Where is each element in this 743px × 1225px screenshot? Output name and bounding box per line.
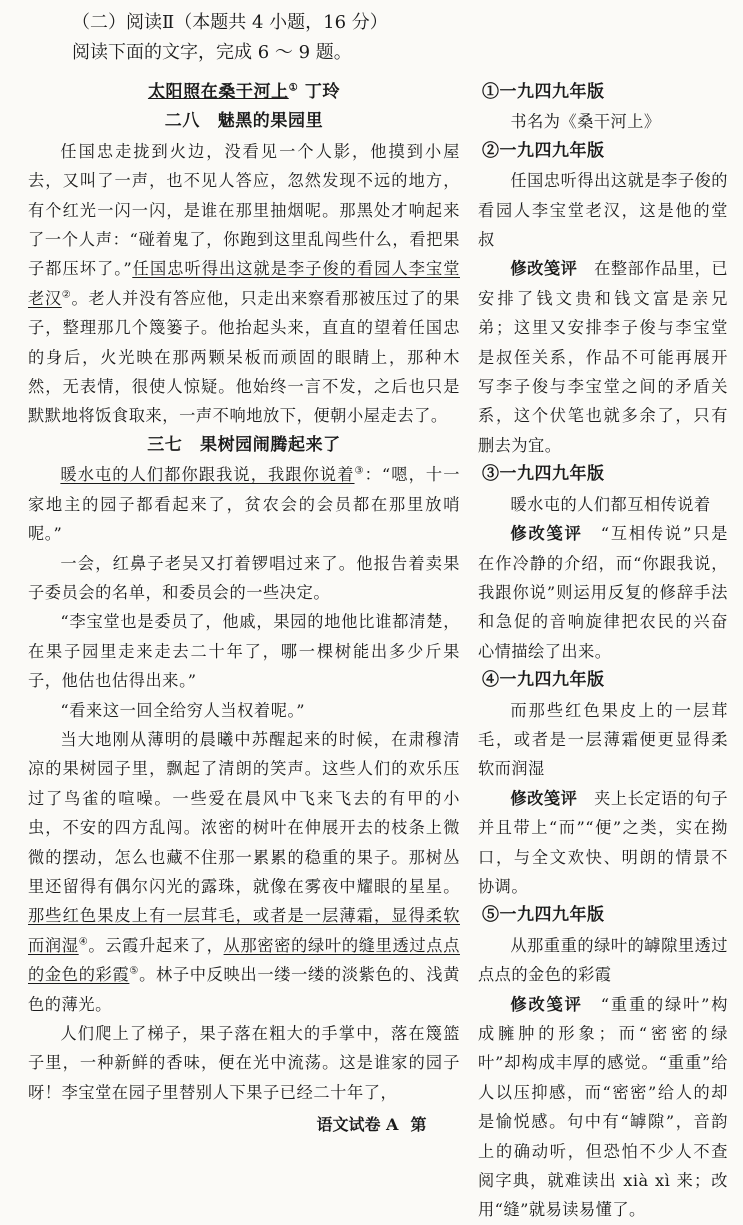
section-title: （二）阅读Ⅱ（本题共 4 小题，16 分）: [72, 12, 388, 33]
text: 任国忠走拢到火边，没看见一个人影，他摸到小屋去，又叫了一声，也不见人答应，忽然发现不远的地方，有个红光一闪一闪，是谁在那里抽烟呢。那黑处才响起来了一个人声：“碰着鬼了，你跑到这里乱闯些什么，看把果子都压坏了。”: [28, 141, 460, 279]
note-5-comment: [478, 990, 728, 1225]
paragraph: 一会，红鼻子老吴又打着锣唱过来了。他报告着卖果子委员会的名单，和委员会的一些决定。: [28, 553, 460, 602]
text: ：“嗯，十一家地主的园子都看起来了，贫农会的会员都在那里放哨呢。”: [28, 465, 460, 544]
note-mark-3: ③: [354, 465, 365, 477]
chapter-heading-1: 二八 魅黑的果园里: [164, 111, 324, 132]
paragraph: “看来这一回全给穷人当权着呢。”: [60, 700, 306, 720]
note-4-text: 而那些红色果皮上的一层茸毛，或者是一层薄霜便更显得柔软而润湿: [478, 700, 728, 779]
underlined-sentence-3: 暖水屯的人们都你跟我说，我跟你说着: [60, 465, 355, 485]
comment-text: “重重的绿叶”构成臃肿的形象；而“密密的绿叶”却构成丰厚的感觉。“重重”给人以压抑感，而“密密”给人的却是愉悦感。句中有“罅隙”，音韵上的确动听，但恐怕不少人不查阅字典，就难读出 xià xì 来；改用“缝”就易读易懂了。: [478, 994, 728, 1220]
note-5-text: 从那重重的绿叶的罅隙里透过点点的金色的彩霞: [478, 935, 728, 985]
note-2-heading: ②一九四九年版: [482, 140, 605, 161]
paragraph: [28, 460, 460, 548]
comment-text: “互相传说”只是在作冷静的介绍，而“你跟我说，我跟你说”则运用反复的修辞手法和急促的音响旋律把农民的兴奋心情描绘了出来。: [478, 524, 728, 661]
underlined-sentence-4: 那些红色果皮上有一层茸毛，或者是一层薄霜，显得柔软而润湿: [28, 906, 460, 955]
comment-label: 修改笺评: [510, 994, 583, 1014]
comment-text: 在整部作品里，已安排了钱文贵和钱文富是亲兄弟；这里又安排李子俊与李宝堂是叔侄关系，作品不可能再展开写李子俊与李宝堂之间的矛盾关系，这个伏笔也就多余了，只有删去为宜。: [478, 259, 729, 455]
note-3-text: 暖水屯的人们都互相传说着: [510, 494, 711, 514]
note-3-comment: [478, 519, 728, 666]
paper-name: 语文试卷 A: [316, 1115, 399, 1134]
note-4-heading: ④一九四九年版: [482, 670, 605, 691]
note-3-heading: ③一九四九年版: [482, 464, 605, 485]
notes-column: [478, 78, 728, 1225]
paragraph: [28, 725, 460, 1019]
note-mark-4: ④: [78, 936, 89, 948]
note-1-text: 书名为《桑干河上》: [510, 112, 661, 132]
chapter-heading-2: 三七 果树园闹腾起来了: [147, 434, 341, 455]
paragraph: [28, 137, 460, 431]
note-1-heading: ①一九四九年版: [482, 82, 605, 102]
underlined-sentence-2: 任国忠听得出这就是李子俊的看园人李宝堂老汉: [28, 259, 460, 308]
note-2-comment: [478, 254, 728, 460]
title-text: 太阳照在桑干河上: [147, 82, 289, 102]
page-footer: [0, 1112, 743, 1135]
text: 。林子中反映出一缕一缕的淡紫色的、浅黄色的薄光。: [28, 965, 460, 1014]
article-column: [28, 78, 460, 1107]
note-mark-5: ⑤: [129, 965, 140, 977]
question-header: [72, 8, 388, 68]
article-title: [28, 78, 460, 107]
title-note-mark: ①: [288, 82, 299, 94]
paragraph: 人们爬上了梯子，果子落在粗大的手掌中，落在篾篮子里，一种新鲜的香味，便在光中流荡。这是谁家的园子呀！李宝堂在园子里替别人下果子已经二十年了，: [28, 1024, 460, 1102]
note-2-text: 任国忠听得出这就是李子俊的看园人李宝堂老汉，这是他的堂叔: [478, 171, 728, 250]
note-5-heading: ⑤一九四九年版: [482, 905, 605, 926]
page-label: 第: [410, 1115, 427, 1134]
comment-text: 夹上长定语的句子并且带上“而”“便”之类，实在拗口，与全文欢快、明朗的情景不协调。: [478, 788, 729, 896]
text: 。云霞升起来了，: [88, 935, 224, 955]
comment-label: 修改笺评: [510, 788, 578, 808]
instruction: 阅读下面的文字，完成 6 ～ 9 题。: [72, 42, 352, 63]
underlined-sentence-5: 从那密密的绿叶的缝里透过点点的金色的彩霞: [28, 935, 460, 985]
text: 。老人并没有答应他，只走出来察看那被压过了的果子，整理那几个篾篓子。他抬起头来，直直的望着任国忠的身后，火光映在那两颗呆板而顽固的眼睛上，那种木然，无表情，很使人惊疑。他始终一言不发，之后也只是默默地将饭食取来，一声不响地放下，便朝小屋走去了。: [28, 288, 460, 426]
note-4-comment: [478, 784, 728, 902]
paragraph: “李宝堂也是委员了，他戚，果园的地他比谁都清楚，在果子园里走来走去二十年了，哪一棵树能出多少斤果子，他估也估得出来。”: [28, 612, 460, 691]
comment-label: 修改笺评: [510, 259, 578, 279]
text: 当大地刚从薄明的晨曦中苏醒起来的时候，在肃穆清凉的果树园子里，飘起了清朗的笑声。这些人们的欢乐压过了鸟雀的喧噪。一些爱在晨风中飞来飞去的有甲的小虫，不安的四方乱闯。浓密的树叶在伸展开去的枝条上微微的摆动，怎么也藏不住那一累累的稳重的果子。那树丛里还留得有偶尔闪光的露珠，就像在雾夜中耀眼的星星。: [28, 729, 460, 896]
author: 丁玲: [304, 82, 341, 102]
comment-label: 修改笺评: [510, 524, 583, 544]
note-mark-2: ②: [61, 289, 72, 301]
